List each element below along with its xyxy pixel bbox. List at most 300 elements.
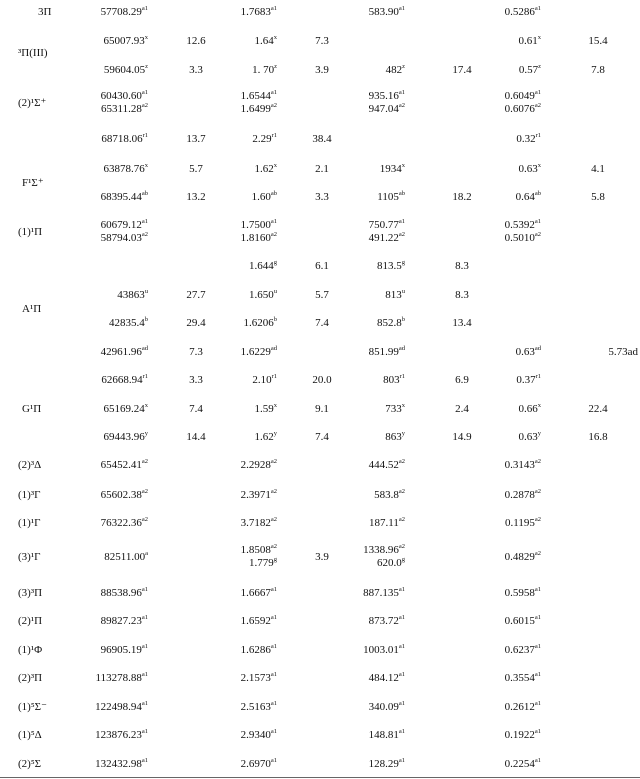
we-reference: a1: [398, 613, 405, 621]
we-number: 187.11: [369, 516, 399, 529]
te-number: 58794.03: [100, 232, 142, 244]
dre-cell: 3.9: [315, 550, 329, 563]
re-value: [252, 374, 277, 387]
we-cell: [377, 260, 405, 273]
dre-cell: 6.1: [315, 259, 329, 272]
te-reference: a: [145, 549, 148, 557]
re-reference: ab: [270, 189, 277, 197]
re-number: 2.10: [252, 373, 272, 386]
we-number: 852.8: [377, 316, 402, 329]
we-value: [374, 489, 405, 502]
be-cell: [505, 489, 541, 502]
be-reference: a2: [534, 102, 541, 109]
te-value: [96, 672, 148, 685]
we-number: 813.5: [377, 259, 402, 272]
te-number: 59604.05: [103, 63, 146, 76]
re-cell: [241, 90, 277, 116]
we-cell: [374, 489, 405, 502]
te-reference: z: [145, 62, 148, 70]
be-number: 0.63: [518, 162, 538, 175]
be-number: 0.37: [516, 373, 536, 386]
dte-cell: 27.7: [186, 288, 206, 301]
te-reference: r1: [142, 131, 148, 139]
te-cell: [109, 317, 148, 330]
re-reference: ad: [270, 344, 277, 352]
te-value: [104, 35, 149, 48]
re-cell: [244, 317, 278, 330]
we-reference: a1: [398, 670, 405, 678]
te-value: [101, 6, 148, 19]
we-value: [385, 289, 405, 302]
re-cell: [252, 374, 277, 387]
re-cell: [241, 615, 277, 628]
te-number: 132432.98: [95, 757, 142, 770]
be-cell: [516, 133, 541, 146]
re-reference: a1: [270, 642, 277, 650]
be-reference: ab: [534, 189, 541, 197]
te-number: 65602.38: [100, 488, 142, 501]
we-cell: [363, 544, 405, 570]
be-reference: y: [537, 429, 541, 437]
state-label: 3Π: [38, 5, 52, 18]
be-reference: a1: [534, 699, 541, 707]
we-value: [386, 64, 405, 77]
we-number: 482: [385, 63, 403, 76]
re-reference: a1: [270, 218, 277, 225]
te-reference: a1: [141, 642, 148, 650]
re-number: 1.7683: [240, 5, 271, 18]
be-cell: [516, 346, 541, 359]
we-value: [385, 431, 405, 444]
te-value: [101, 489, 148, 502]
te-reference: x: [144, 161, 148, 169]
te-cell: [104, 551, 148, 564]
dre-cell: 2.1: [315, 162, 329, 175]
state-label: (1)³Γ: [18, 488, 41, 501]
we-value: [369, 701, 405, 714]
we-number: 813: [385, 288, 402, 301]
we-value: [369, 346, 405, 359]
be-number: 0.63: [518, 430, 538, 443]
dbe-cell: [608, 346, 638, 359]
we-number: 1934: [379, 162, 402, 175]
be-reference: r1: [535, 131, 541, 139]
be-reference: a1: [534, 585, 541, 593]
be-number: 0.4829: [504, 550, 535, 563]
we-reference: ab: [398, 189, 405, 197]
be-cell: [519, 403, 542, 416]
we-number: 750.77: [368, 219, 399, 231]
re-cell: [241, 672, 277, 685]
re-number: 1.6229: [240, 345, 271, 358]
re-reference: z: [274, 62, 277, 70]
we-reference: b: [401, 315, 405, 323]
be-cell: [505, 219, 541, 245]
te-number: 65452.41: [100, 458, 142, 471]
te-value: [101, 459, 148, 472]
we-reference: r1: [399, 372, 405, 380]
we-number: 340.09: [368, 700, 399, 713]
dwe-cell: 14.9: [452, 430, 472, 443]
we-reference: a2: [398, 543, 405, 550]
re-cell: [241, 701, 277, 714]
re-cell: [241, 219, 277, 245]
be-cell: [505, 672, 541, 685]
re-cell: [241, 729, 277, 742]
re-value: [241, 615, 277, 628]
be-number: 0.3554: [504, 671, 535, 684]
dbe-cell: 22.4: [588, 402, 608, 415]
te-cell: [95, 701, 148, 714]
re-cell: [241, 758, 277, 771]
state-label: (2)¹Π: [18, 614, 43, 627]
dwe-cell: 8.3: [455, 259, 469, 272]
re-value: [241, 557, 277, 570]
te-reference: y: [144, 429, 148, 437]
re-number: 2.9340: [240, 728, 271, 741]
re-reference: u: [273, 287, 277, 295]
we-number: 733: [385, 402, 402, 415]
re-reference: x: [273, 161, 277, 169]
we-cell: [369, 90, 405, 116]
be-cell: [519, 64, 541, 77]
be-value: [505, 758, 541, 771]
re-reference: a1: [270, 89, 277, 96]
re-reference: a2: [270, 102, 277, 109]
re-reference: a2: [270, 515, 277, 523]
dwe-cell: 2.4: [455, 402, 469, 415]
re-value: [252, 64, 277, 77]
re-number: 2.5163: [240, 700, 271, 713]
te-value: [95, 758, 148, 771]
te-cell: [101, 346, 148, 359]
re-value: [252, 133, 277, 146]
re-value: [241, 103, 277, 116]
be-value: [505, 615, 541, 628]
be-reference: a1: [534, 756, 541, 764]
we-value: [369, 459, 405, 472]
state-label: (2)¹Σ⁺: [18, 96, 47, 109]
we-number: 803: [383, 373, 400, 386]
we-number: 583.8: [374, 488, 399, 501]
be-reference: a2: [534, 457, 541, 465]
be-number: 0.1195: [505, 516, 535, 529]
be-number: 0.6049: [504, 90, 535, 102]
te-number: 96905.19: [100, 643, 142, 656]
be-cell: [519, 163, 542, 176]
we-number: 887.135: [363, 586, 399, 599]
be-value: [516, 133, 541, 146]
re-cell: [255, 35, 278, 48]
we-number: 1105: [377, 190, 399, 203]
te-reference: r1: [142, 372, 148, 380]
te-number: 57708.29: [100, 5, 142, 18]
dwe-cell: 17.4: [452, 63, 472, 76]
dte-cell: 3.3: [189, 63, 203, 76]
we-number: 128.29: [368, 757, 399, 770]
we-number: 935.16: [368, 90, 399, 102]
we-cell: [377, 317, 405, 330]
re-cell: [241, 544, 277, 570]
we-reference: z: [402, 62, 405, 70]
dre-cell: 7.4: [315, 316, 329, 329]
be-value: [505, 701, 541, 714]
te-value: [101, 587, 148, 600]
te-value: [101, 133, 148, 146]
te-reference: a1: [141, 727, 148, 735]
we-cell: [385, 289, 405, 302]
re-reference: b: [273, 315, 277, 323]
te-number: 60430.60: [100, 90, 142, 102]
we-reference: g: [401, 258, 405, 266]
re-number: 1.7500: [240, 219, 271, 231]
we-reference: x: [401, 161, 405, 169]
te-cell: [101, 489, 148, 502]
te-value: [101, 517, 148, 530]
be-value: [516, 346, 541, 359]
te-cell: [95, 729, 148, 742]
be-cell: [505, 90, 541, 116]
state-label: G¹Π: [22, 402, 42, 415]
state-label: (1)⁵Σ⁻: [18, 700, 47, 713]
we-value: [369, 758, 405, 771]
dre-cell: 7.4: [315, 430, 329, 443]
re-reference: y: [273, 429, 277, 437]
we-value: [363, 587, 405, 600]
table-bottom-rule: [0, 777, 640, 778]
re-number: 1.644: [249, 259, 274, 272]
te-number: 65311.28: [101, 103, 142, 115]
te-cell: [104, 163, 149, 176]
we-reference: u: [401, 287, 405, 295]
re-cell: [255, 431, 278, 444]
be-reference: a2: [534, 549, 541, 557]
we-reference: a1: [398, 642, 405, 650]
we-cell: [369, 729, 405, 742]
te-reference: u: [144, 287, 148, 295]
re-cell: [241, 459, 277, 472]
te-cell: [95, 758, 148, 771]
state-label: (1)¹Γ: [18, 516, 41, 529]
te-reference: a1: [141, 756, 148, 764]
dbe-cell: 15.4: [588, 34, 608, 47]
te-cell: [101, 374, 148, 387]
we-cell: [363, 644, 405, 657]
be-cell: [516, 374, 541, 387]
re-number: 1.59: [254, 402, 274, 415]
dwe-cell: 8.3: [455, 288, 469, 301]
be-number: 0.6237: [504, 643, 535, 656]
re-reference: r1: [271, 131, 277, 139]
te-reference: x: [144, 33, 148, 41]
re-cell: [255, 403, 278, 416]
be-reference: r1: [535, 372, 541, 380]
be-value: [505, 459, 541, 472]
we-reference: a1: [398, 727, 405, 735]
we-cell: [369, 517, 405, 530]
dre-cell: 3.9: [315, 63, 329, 76]
we-reference: a1: [398, 218, 405, 225]
te-number: 42835.4: [109, 316, 145, 329]
we-number: 444.52: [368, 458, 399, 471]
we-value: [363, 544, 405, 557]
te-cell: [101, 587, 148, 600]
te-value: [104, 551, 148, 564]
re-number: 1.62: [254, 162, 274, 175]
be-reference: a1: [534, 613, 541, 621]
be-cell: [505, 644, 541, 657]
we-reference: a2: [398, 487, 405, 495]
re-cell: [241, 346, 277, 359]
we-number: 484.12: [368, 671, 399, 684]
state-label: (1)¹Π: [18, 225, 43, 238]
we-number: 148.81: [368, 728, 399, 741]
re-value: [249, 289, 277, 302]
dre-cell: 9.1: [315, 402, 329, 415]
re-number: 1.60: [251, 190, 271, 203]
dre-cell: 5.7: [315, 288, 329, 301]
we-reference: y: [401, 429, 405, 437]
re-number: 2.6970: [240, 757, 271, 770]
te-number: 65007.93: [103, 34, 145, 47]
we-number: 583.90: [368, 5, 399, 18]
we-cell: [369, 219, 405, 245]
re-reference: g: [273, 258, 277, 266]
te-cell: [101, 133, 148, 146]
re-reference: g: [273, 556, 277, 563]
dte-cell: 14.4: [186, 430, 206, 443]
be-number: 0.32: [516, 132, 536, 145]
we-value: [369, 672, 405, 685]
be-value: [505, 551, 541, 564]
be-number: 0.6076: [504, 103, 535, 115]
te-value: [104, 163, 149, 176]
we-cell: [369, 701, 405, 714]
re-reference: a2: [270, 231, 277, 238]
re-number: 1.8160: [240, 232, 271, 244]
re-number: 1.64: [254, 34, 274, 47]
re-value: [241, 232, 277, 245]
be-cell: [505, 517, 541, 530]
dte-cell: 13.2: [186, 190, 206, 203]
we-reference: a2: [398, 515, 405, 523]
we-cell: [369, 615, 405, 628]
state-label: F¹Σ⁺: [22, 176, 44, 189]
te-reference: ad: [141, 344, 148, 352]
te-cell: [101, 191, 148, 204]
te-reference: a1: [141, 89, 148, 96]
re-cell: [241, 6, 277, 19]
re-reference: a2: [270, 487, 277, 495]
re-cell: [249, 289, 277, 302]
re-value: [249, 260, 277, 273]
te-cell: [101, 6, 148, 19]
re-reference: a2: [270, 457, 277, 465]
we-value: [385, 403, 405, 416]
be-number: 0.57: [518, 63, 539, 76]
state-label: (2)³Π: [18, 671, 43, 684]
be-reference: a2: [534, 487, 541, 495]
re-number: 1.6544: [240, 90, 271, 102]
we-value: [377, 191, 405, 204]
we-cell: [385, 403, 405, 416]
dte-cell: 3.3: [189, 373, 203, 386]
be-cell: [505, 615, 541, 628]
te-cell: [101, 90, 148, 116]
te-number: 82511.00: [104, 550, 146, 563]
state-label: (1)⁵Δ: [18, 728, 42, 741]
re-cell: [241, 587, 277, 600]
we-value: [369, 729, 405, 742]
re-number: 1.6206: [243, 316, 274, 329]
re-number: 1.8508: [240, 544, 271, 556]
we-value: [363, 557, 405, 570]
we-number: 491.22: [368, 232, 399, 244]
te-value: [101, 232, 148, 245]
re-reference: a1: [270, 727, 277, 735]
we-reference: g: [401, 556, 405, 563]
re-number: 3.7182: [240, 516, 271, 529]
te-reference: a1: [141, 585, 148, 593]
te-reference: ab: [141, 189, 148, 197]
te-reference: a2: [141, 515, 148, 523]
re-number: 1.779: [249, 557, 274, 569]
re-value: [255, 35, 278, 48]
re-value: [241, 544, 277, 557]
te-value: [101, 615, 148, 628]
we-reference: a2: [398, 102, 405, 109]
re-value: [241, 758, 277, 771]
we-cell: [369, 758, 405, 771]
be-cell: [505, 551, 541, 564]
we-reference: a2: [398, 457, 405, 465]
dte-cell: 13.7: [186, 132, 206, 145]
re-cell: [255, 163, 278, 176]
we-value: [363, 644, 405, 657]
we-cell: [385, 431, 405, 444]
be-value: [505, 644, 541, 657]
te-value: [101, 644, 148, 657]
be-number: 0.2878: [504, 488, 535, 501]
re-number: 2.29: [252, 132, 272, 145]
re-cell: [241, 517, 277, 530]
we-value: [369, 232, 405, 245]
dre-cell: 3.3: [315, 190, 329, 203]
be-number: 0.64: [515, 190, 535, 203]
we-reference: x: [401, 401, 405, 409]
dwe-cell: 13.4: [452, 316, 472, 329]
re-reference: a1: [270, 585, 277, 593]
we-reference: a1: [398, 756, 405, 764]
we-reference: a2: [398, 231, 405, 238]
we-number: 851.99: [368, 345, 399, 358]
dbe-cell: 5.8: [591, 190, 605, 203]
te-cell: [104, 35, 149, 48]
re-reference: r1: [271, 372, 277, 380]
re-value: [241, 517, 277, 530]
te-value: [104, 431, 149, 444]
re-reference: a1: [270, 756, 277, 764]
we-number: 947.04: [368, 103, 399, 115]
be-value: [505, 103, 541, 116]
te-value: [104, 403, 149, 416]
te-cell: [104, 403, 149, 416]
dte-cell: 5.7: [189, 162, 203, 175]
re-reference: a1: [270, 4, 277, 12]
te-reference: a2: [141, 457, 148, 465]
we-number: 1003.01: [363, 643, 399, 656]
re-reference: a2: [270, 543, 277, 550]
